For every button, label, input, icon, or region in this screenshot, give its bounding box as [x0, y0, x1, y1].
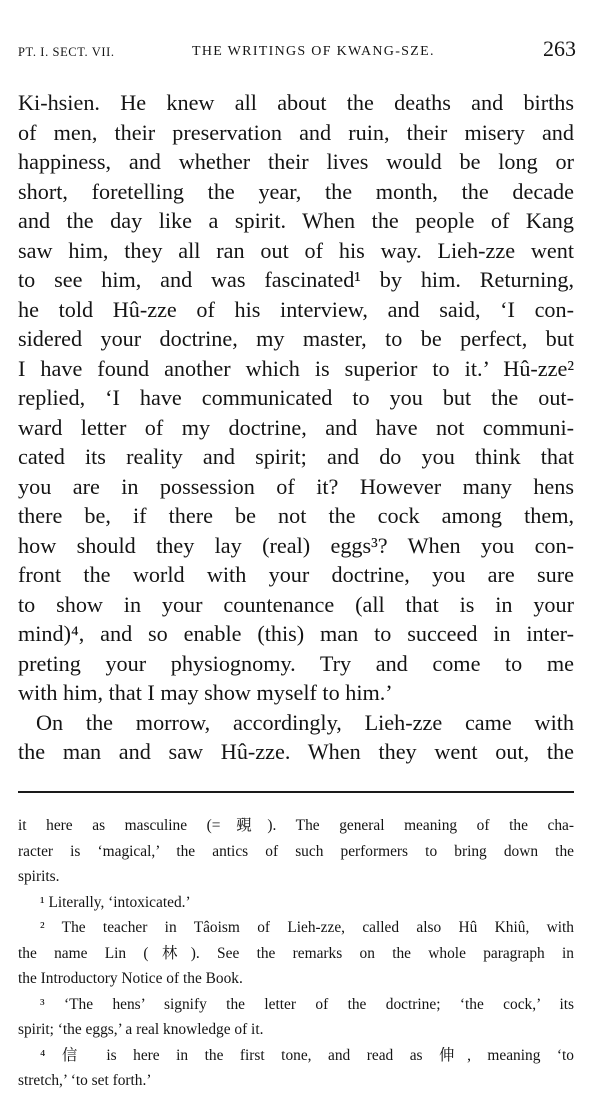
- text-line: preting your physiognomy. Try and come to me: [18, 650, 574, 676]
- footnote-divider: [18, 791, 574, 793]
- main-text: [18, 88, 574, 767]
- text-line: with him, that I may show myself to him.’: [18, 680, 393, 705]
- running-header: [18, 38, 576, 68]
- text-line: sidered your doctrine, my master, to be perfect, but: [18, 326, 574, 351]
- footnote-line: ⁴ 信 is here in the first tone, and read as 伸, meaning ‘to: [40, 1046, 574, 1064]
- footnote-line: ² The teacher in Tâoism of Lieh-zze, called also Hû Khiû, with: [40, 919, 574, 936]
- text-line: ward letter of my doctrine, and have not communi-: [18, 414, 574, 440]
- footnote-line: spirit; ‘the eggs,’ a real knowledge of it.: [18, 1021, 264, 1038]
- text-line: of men, their preservation and ruin, their misery and: [18, 119, 574, 145]
- footnotes: [18, 813, 574, 1094]
- footnote-line: it here as masculine (=覡). The general meaning of the cha-: [18, 817, 574, 834]
- text-line: On the morrow, accordingly, Lieh-zze came with: [36, 709, 574, 735]
- text-line: mind)⁴, and so enable (this) man to succeed in inter-: [18, 621, 574, 646]
- footnote-line: ³ ‘The hens’ signify the letter of the doctrine; ‘the cock,’ its: [40, 995, 574, 1013]
- footnote-line: the Introductory Notice of the Book.: [18, 970, 243, 987]
- text-line: replied, ‘I have communicated to you but the out-: [18, 385, 574, 410]
- text-line: front the world with your doctrine, you are sure: [18, 562, 574, 587]
- footnote-line: stretch,’ ‘to set forth.’: [18, 1072, 152, 1089]
- text-line: saw him, they all ran out of his way. Lieh-zze went: [18, 237, 574, 263]
- footnote-line: spirits.: [18, 868, 60, 885]
- text-line: I have found another which is superior to it.’ Hû-zze²: [18, 355, 574, 381]
- running-title: THE WRITINGS OF KWANG-SZE.: [192, 44, 435, 59]
- text-line: and the day like a spirit. When the people of Kang: [18, 208, 574, 233]
- text-line: cated its reality and spirit; and do you think that: [18, 444, 574, 469]
- text-line: the man and saw Hû-zze. When they went out, the: [18, 739, 574, 764]
- footnote-line: racter is ‘magical,’ the antics of such performers to bring down the: [18, 842, 574, 860]
- text-line: he told Hû-zze of his interview, and said, ‘I con-: [18, 296, 574, 322]
- text-line: to see him, and was fascinated¹ by him. Returning,: [18, 267, 574, 292]
- section-label: PT. I. SECT. VII.: [18, 45, 115, 59]
- text-line: to show in your countenance (all that is in your: [18, 591, 574, 617]
- text-line: short, foretelling the year, the month, the decade: [18, 178, 574, 204]
- text-line: happiness, and whether their lives would be long or: [18, 149, 574, 174]
- footnote-line: the name Lin (林). See the remarks on the whole paragraph in: [18, 944, 574, 962]
- text-line: there be, if there be not the cock among them,: [18, 503, 574, 528]
- text-line: how should they lay (real) eggs³? When you con-: [18, 532, 574, 558]
- text-line: you are in possession of it? However many hens: [18, 473, 574, 499]
- footnote-line: ¹ Literally, ‘intoxicated.’: [40, 893, 191, 911]
- page-number: 263: [543, 36, 576, 61]
- text-line: Ki-hsien. He knew all about the deaths and births: [18, 90, 574, 115]
